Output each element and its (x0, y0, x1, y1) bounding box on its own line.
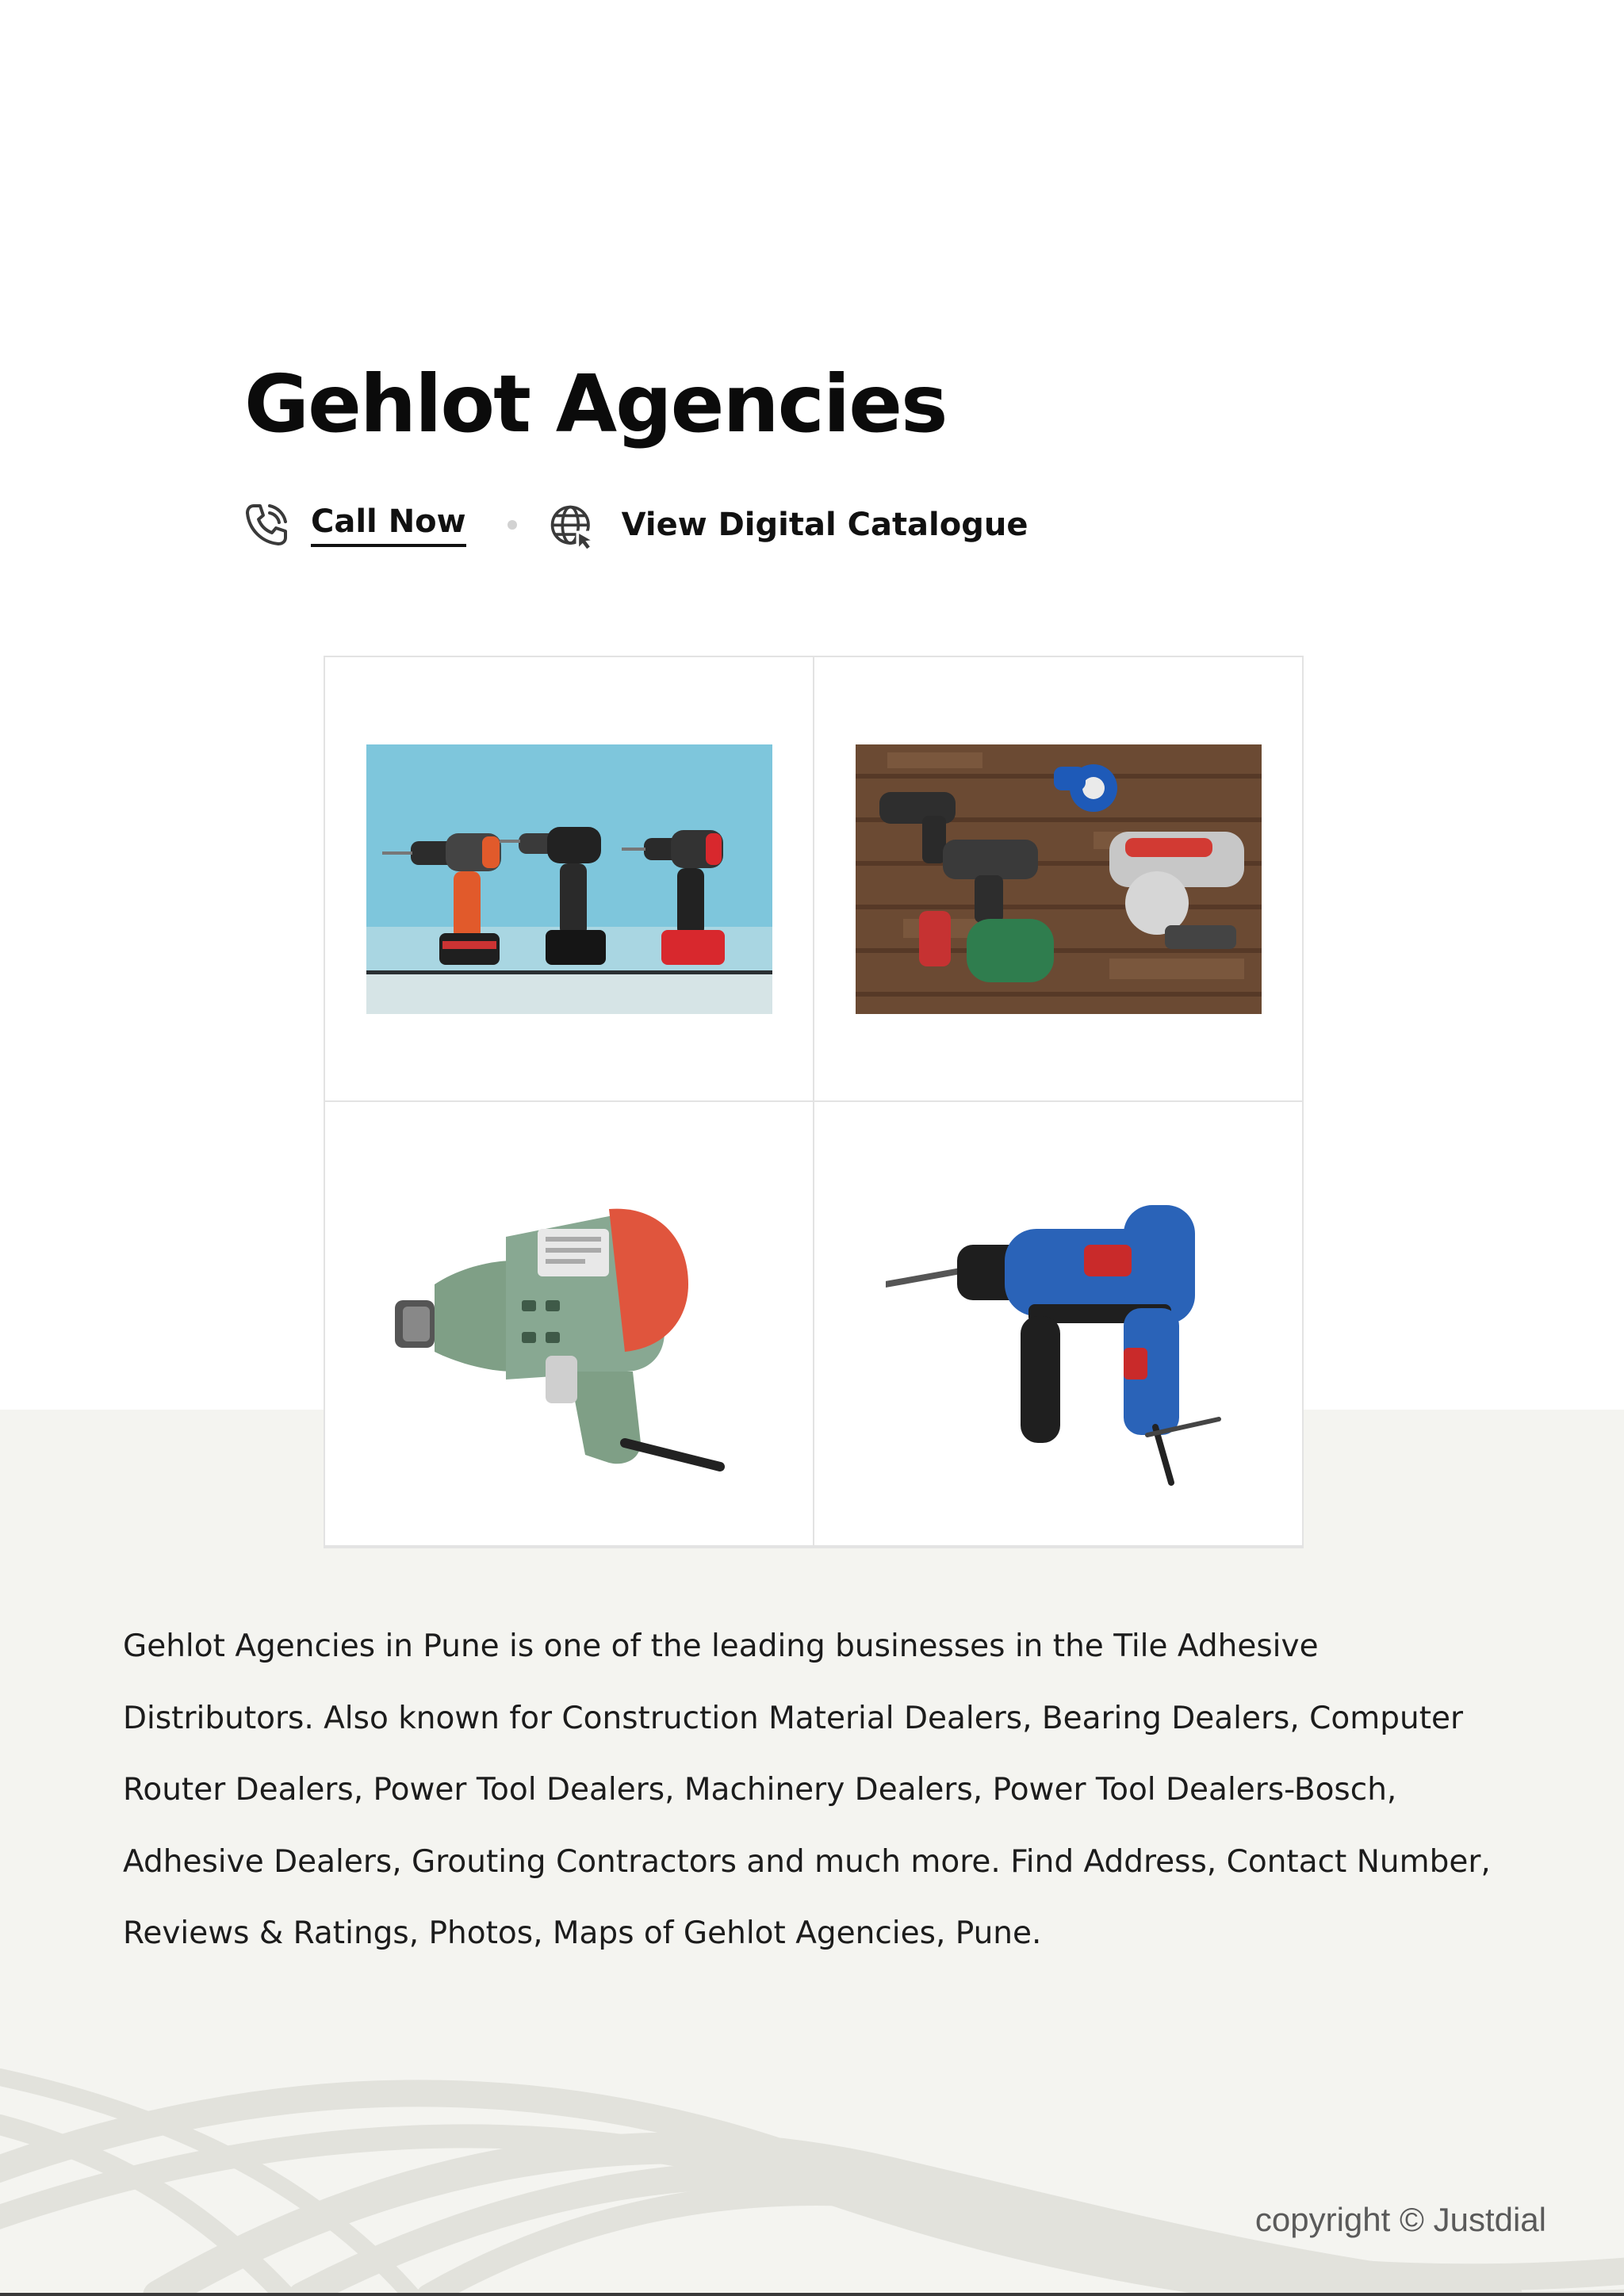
gallery-photo-3[interactable] (325, 1102, 813, 1545)
cordless-drills-image (366, 744, 772, 1014)
gallery-photo-1[interactable] (325, 657, 813, 1100)
globe-cursor-icon[interactable] (549, 501, 596, 549)
bottom-divider (0, 2293, 1624, 2296)
green-drill-image (387, 1181, 752, 1483)
blue-drill-image (886, 1189, 1258, 1490)
view-catalogue-link[interactable]: View Digital Catalogue (621, 507, 1028, 543)
business-description: Gehlot Agencies in Pune is one of the leading businesses in the Tile Adhesive Distributors. Also known for Construction Material Dealers, Bearing Dealers, Computer Router Dealers, Power Tool Dealers, Machinery Dealers, Power Tool Dealers-Bosch, Adhesive Dealers, Grouting Contractors and much more. Find Address, Contact Number, Reviews & Ratings, Photos, Maps of Gehlot Agencies, Pune. (123, 1628, 1491, 1951)
decorative-wave-pattern (0, 2030, 1624, 2296)
power-tools-table-image (856, 744, 1262, 1014)
copyright-text: copyright © Justdial (1254, 2201, 1546, 2238)
action-row (243, 493, 1028, 557)
phone-call-icon[interactable] (243, 501, 290, 549)
gallery-photo-4[interactable] (814, 1102, 1302, 1545)
separator-dot (508, 520, 517, 530)
business-title: Gehlot Agencies (244, 358, 947, 450)
call-now-link[interactable]: Call Now (311, 503, 466, 547)
gallery-photo-2[interactable] (814, 657, 1302, 1100)
photo-gallery (324, 656, 1304, 1548)
